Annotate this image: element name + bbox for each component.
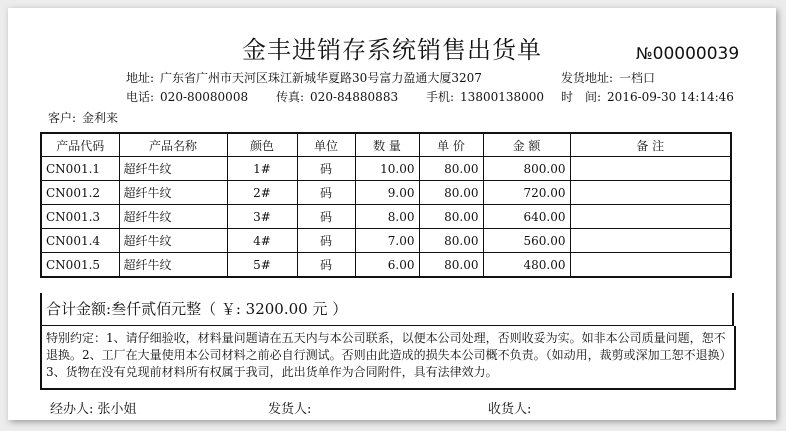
table-row <box>41 205 731 229</box>
cell-name: 超纤牛纹 <box>119 253 227 278</box>
cell-price: 80.00 <box>419 157 483 181</box>
fax-line <box>276 88 398 105</box>
col-header-code: 产品代码 <box>41 133 119 157</box>
address-value: 广东省广州市天河区珠江新城华夏路30号富力盈通大厦3207 <box>160 71 482 85</box>
handler-value: 张小姐 <box>97 402 137 417</box>
phone-line <box>126 88 248 105</box>
total-value: 叁仟贰佰元整（ ￥: 3200.00 元 ） <box>111 300 348 318</box>
cell-color: 5# <box>227 253 297 278</box>
cell-color: 1# <box>227 157 297 181</box>
receiver-label: 收货人: <box>488 402 532 417</box>
cell-price: 80.00 <box>419 229 483 253</box>
cell-amount: 800.00 <box>483 157 570 181</box>
cell-color: 3# <box>227 205 297 229</box>
customer-label: 客户: <box>48 111 77 125</box>
total-label: 合计金额: <box>46 300 112 318</box>
cell-unit: 码 <box>297 157 355 181</box>
ship-address-value: 一档口 <box>619 71 656 85</box>
cell-amount: 560.00 <box>483 229 570 253</box>
cell-name: 超纤牛纹 <box>119 181 227 205</box>
document-title: 金丰进销存系统销售出货单 <box>242 36 542 64</box>
cell-amount: 480.00 <box>483 253 570 278</box>
time-line <box>561 88 734 105</box>
table-row <box>41 253 731 278</box>
mobile-value: 13800138000 <box>460 90 545 104</box>
cell-name: 超纤牛纹 <box>119 205 227 229</box>
cell-qty: 10.00 <box>355 157 419 181</box>
delivery-note-sheet <box>8 8 776 420</box>
col-header-color: 颜色 <box>227 133 297 157</box>
cell-amount: 640.00 <box>483 205 570 229</box>
cell-code: CN001.1 <box>41 157 119 181</box>
table-row <box>41 229 731 253</box>
time-label: 时 间: <box>561 90 602 104</box>
mobile-label: 手机: <box>426 90 455 104</box>
cell-name: 超纤牛纹 <box>119 229 227 253</box>
address-line <box>126 69 482 86</box>
table-row <box>41 157 731 181</box>
cell-unit: 码 <box>297 205 355 229</box>
col-header-price: 单 价 <box>419 133 483 157</box>
cell-code: CN001.5 <box>41 253 119 278</box>
cell-note <box>570 157 731 181</box>
cell-price: 80.00 <box>419 181 483 205</box>
cell-note <box>570 229 731 253</box>
cell-code: CN001.4 <box>41 229 119 253</box>
col-header-name: 产品名称 <box>119 133 227 157</box>
fax-label: 传真: <box>276 90 305 104</box>
cell-note <box>570 205 731 229</box>
cell-qty: 7.00 <box>355 229 419 253</box>
cell-code: CN001.3 <box>41 205 119 229</box>
col-header-qty: 数 量 <box>355 133 419 157</box>
time-value: 2016-09-30 14:14:46 <box>607 90 734 104</box>
fax-value: 020-84880883 <box>310 90 399 104</box>
ship-address-line <box>561 69 655 86</box>
ship-address-label: 发货地址: <box>561 71 614 85</box>
cell-amount: 720.00 <box>483 181 570 205</box>
items-table <box>40 132 732 278</box>
receiver-field <box>488 398 531 417</box>
shipper-field <box>268 398 311 417</box>
cell-color: 2# <box>227 181 297 205</box>
table-header-row <box>41 133 731 157</box>
document-number-value: 00000039 <box>652 44 740 64</box>
cell-qty: 8.00 <box>355 205 419 229</box>
cell-qty: 6.00 <box>355 253 419 278</box>
cell-note <box>570 253 731 278</box>
total-row <box>40 293 734 326</box>
col-header-amount: 金 额 <box>483 133 570 157</box>
shipper-label: 发货人: <box>268 402 312 417</box>
address-label: 地址: <box>126 71 155 85</box>
handler-label: 经办人: <box>50 402 94 417</box>
cell-name: 超纤牛纹 <box>119 157 227 181</box>
table-row <box>41 181 731 205</box>
cell-price: 80.00 <box>419 253 483 278</box>
cell-unit: 码 <box>297 229 355 253</box>
cell-color: 4# <box>227 229 297 253</box>
customer-value: 金利来 <box>82 111 119 125</box>
cell-note <box>570 181 731 205</box>
cell-code: CN001.2 <box>41 181 119 205</box>
customer-line <box>48 109 118 126</box>
phone-value: 020-80080008 <box>160 90 249 104</box>
cell-unit: 码 <box>297 253 355 278</box>
phone-label: 电话: <box>126 90 155 104</box>
document-number <box>636 44 739 64</box>
cell-qty: 9.00 <box>355 181 419 205</box>
document-number-symbol: № <box>636 44 653 63</box>
cell-price: 80.00 <box>419 205 483 229</box>
col-header-note: 备 注 <box>570 133 731 157</box>
special-terms: 特别约定：1、请仔细验收，材料量问题请在五天内与本公司联系，以便本公司处理，否则收妥为实。如非本公司质量问题，恕不退换。2、工厂在大量使用本公司材料之前必自行测试。否则由此造成的损失本公司概不负责。（如动用，裁剪或深加工恕不退换）3、货物在没有兑现前材料所有权属于我司，此出货单作为合同附件，具有法律效力。 <box>40 326 736 390</box>
mobile-line <box>426 88 544 105</box>
col-header-unit: 单位 <box>297 133 355 157</box>
handler-field <box>50 398 137 417</box>
cell-unit: 码 <box>297 181 355 205</box>
